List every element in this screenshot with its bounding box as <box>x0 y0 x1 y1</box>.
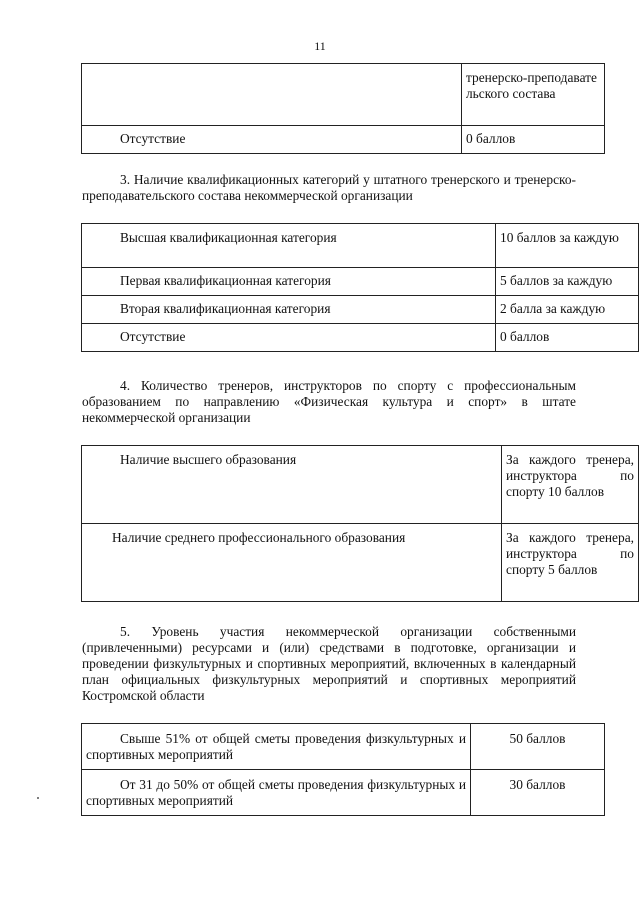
table-row <box>82 446 639 524</box>
table-cell-value: За каждого тренера, инструктора по спорту 10 баллов <box>502 446 639 524</box>
table-participation-level <box>81 723 605 816</box>
section5-heading: 5. Уровень участия некоммерческой организации собственными (привлеченными) ресурсами и (или) средствами в подготовке, организации и проведении физкультурных и спортивных мероприятий, включенных в календарный план официальных физкультурных мероприятий и спортивных мероприятий Костромской области <box>82 624 576 703</box>
table-cell-label: Вторая квалификационная категория <box>82 296 496 324</box>
table-cell-label: Высшая квалификационная категория <box>82 224 496 268</box>
table-continuation <box>81 63 605 154</box>
table-cell-label: Первая квалификационная категория <box>82 268 496 296</box>
table-cell-value: 2 балла за каждую <box>496 296 639 324</box>
table-cell-value: 0 баллов <box>462 126 605 154</box>
table-cell-label <box>82 64 462 126</box>
page-number: 11 <box>314 39 326 53</box>
table-cell-value: За каждого тренера, инструктора по спорту 5 баллов <box>502 524 639 602</box>
table-row <box>82 224 639 268</box>
table-cell-label: Отсутствие <box>82 324 496 352</box>
table-cell-value: 5 баллов за каждую <box>496 268 639 296</box>
table-cell-value: 10 баллов за каждую <box>496 224 639 268</box>
table-cell-value: тренерско-преподавательского состава <box>462 64 605 126</box>
table-cell-value: 30 баллов <box>471 770 605 816</box>
table-cell-value: 50 баллов <box>471 724 605 770</box>
table-cell-label: Наличие среднего профессионального образования <box>82 524 502 602</box>
table-row <box>82 724 605 770</box>
section3-heading: 3. Наличие квалификационных категорий у штатного тренерского и тренерско-преподавательского состава некоммерческой организации <box>82 172 576 203</box>
table-cell-label: Наличие высшего образования <box>82 446 502 524</box>
table-cell-label: От 31 до 50% от общей сметы проведения физкультурных и спортивных мероприятий <box>82 770 471 816</box>
table-education <box>81 445 639 602</box>
table-row <box>82 770 605 816</box>
table-cell-label: Свыше 51% от общей сметы проведения физкультурных и спортивных мероприятий <box>82 724 471 770</box>
table-row <box>82 268 639 296</box>
section4-heading: 4. Количество тренеров, инструкторов по спорту с профессиональным образованием по направлению «Физическая культура и спорт» в штате некоммерческой организации <box>82 378 576 425</box>
table-row <box>82 524 639 602</box>
table-row <box>82 64 605 126</box>
table-row <box>82 126 605 154</box>
table-row <box>82 324 639 352</box>
scan-speck <box>37 797 39 799</box>
table-qualification-categories <box>81 223 639 352</box>
table-row <box>82 296 639 324</box>
table-cell-label: Отсутствие <box>82 126 462 154</box>
table-cell-value: 0 баллов <box>496 324 639 352</box>
